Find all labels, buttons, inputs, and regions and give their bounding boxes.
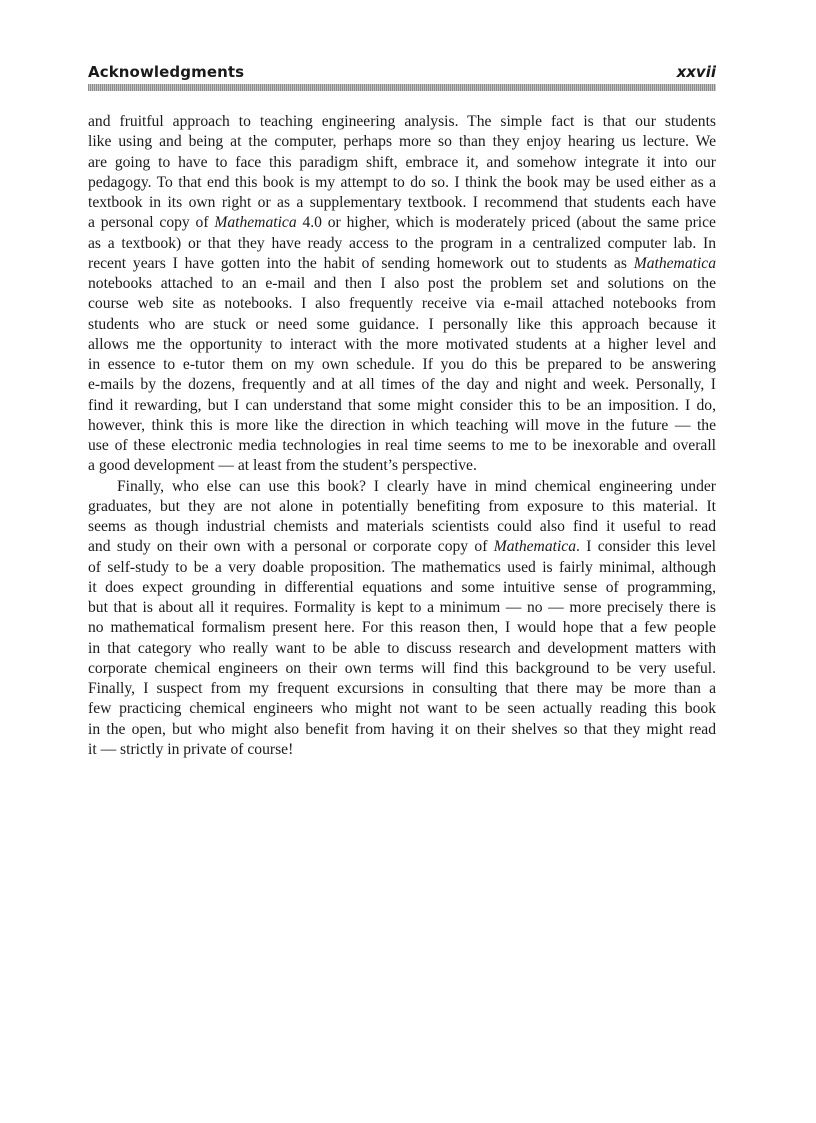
text-line <box>88 497 716 517</box>
text-run: corporate chemical engineers on their own terms will find this background to be very useful. <box>88 659 716 677</box>
paragraph <box>88 477 716 761</box>
text-run: seems as though industrial chemists and materials scientists could also find it useful to read <box>88 518 716 535</box>
text-line <box>88 659 716 679</box>
text-line <box>88 517 716 537</box>
text-run: are going to have to face this paradigm shift, embrace it, and somehow integrate it into our <box>88 153 716 171</box>
text-line <box>88 456 716 476</box>
text-line <box>88 639 716 659</box>
text-line <box>88 598 716 618</box>
italic-term: Mathematica <box>214 214 297 232</box>
text-line <box>88 254 716 274</box>
text-run: use of these electronic media technologies in real time seems to me to be inexorable and overall <box>88 437 716 454</box>
text-line <box>88 699 716 719</box>
text-run: few practicing chemical engineers who might not want to be seen actually reading this book <box>88 700 716 718</box>
running-title: Acknowledgments <box>88 63 245 81</box>
italic-term: Mathematica <box>633 254 716 272</box>
text-run: it does expect grounding in differential equations and some intuitive sense of programming, <box>88 578 716 596</box>
text-run: course web site as notebooks. I also frequently receive via e-mail attached notebooks from <box>88 295 716 313</box>
text-run: find it rewarding, but I can understand that some might consider this to be an imposition. I do, <box>88 396 716 414</box>
text-run: no mathematical formalism present here. For this reason then, I would hope that a few people <box>88 619 716 637</box>
text-run: pedagogy. To that end this book is my attempt to do so. I think the book may be used either as a <box>88 173 716 191</box>
header-rule <box>88 84 716 91</box>
body-text <box>88 112 716 760</box>
text-line <box>88 720 716 740</box>
text-run: and study on their own with a personal or corporate copy of <box>88 538 494 556</box>
text-run: in essence to e-tutor them on my own schedule. If you do this be prepared to be answering <box>88 356 716 373</box>
text-line <box>88 153 716 173</box>
text-line <box>88 477 716 497</box>
running-header <box>88 63 716 85</box>
text-run: notebooks attached to an e-mail and then I also post the problem set and solutions on the <box>88 275 716 292</box>
text-line <box>88 375 716 395</box>
text-line <box>88 578 716 598</box>
text-run: recent years I have gotten into the habit of sending homework out to students as <box>88 254 634 272</box>
text-line <box>88 315 716 335</box>
text-run: 4.0 or higher, which is moderately priced (about the same price <box>296 214 716 232</box>
text-run: students who are stuck or need some guidance. I personally like this approach because it <box>88 315 716 333</box>
text-run: and fruitful approach to teaching engineering analysis. The simple fact is that our students <box>88 113 716 130</box>
text-line <box>88 335 716 355</box>
text-run: . I consider this level <box>576 538 716 556</box>
text-line <box>88 294 716 314</box>
text-line <box>88 355 716 375</box>
text-line <box>88 416 716 436</box>
text-run: e-mails by the dozens, frequently and at all times of the day and night and week. Personally, I <box>88 376 716 394</box>
text-run: in that category who really want to be able to discuss research and development matters with <box>88 639 716 657</box>
text-line <box>88 558 716 578</box>
text-run: Finally, I suspect from my frequent excursions in consulting that there may be more than a <box>88 680 716 697</box>
text-run: but that is about all it requires. Formality is kept to a minimum — no — more precisely there is <box>88 599 716 616</box>
text-line <box>88 679 716 699</box>
text-line <box>88 436 716 456</box>
text-run: like using and being at the computer, perhaps more so than they enjoy hearing us lecture. We <box>88 133 716 151</box>
text-line <box>88 618 716 638</box>
text-run: in the open, but who might also benefit from having it on their shelves so that they might read <box>88 720 716 738</box>
page-number: xxvii <box>676 63 716 81</box>
text-run: textbook in its own right or as a supplementary textbook. I recommend that students each have <box>88 194 716 211</box>
text-line <box>88 213 716 233</box>
italic-term: Mathematica <box>493 538 576 556</box>
text-line <box>88 234 716 254</box>
text-run: Finally, who else can use this book? I clearly have in mind chemical engineering under <box>117 477 716 495</box>
text-line <box>88 537 716 557</box>
text-run: allows me the opportunity to interact with the more motivated students at a higher level and <box>88 335 716 353</box>
text-run: graduates, but they are not alone in potentially benefiting from exposure to this material. It <box>88 497 716 515</box>
text-run: a personal copy of <box>88 214 215 232</box>
text-line <box>88 274 716 294</box>
paragraph <box>88 112 716 477</box>
text-run: a good development — at least from the student’s perspective. <box>88 457 477 475</box>
text-line <box>88 193 716 213</box>
text-line <box>88 173 716 193</box>
text-run: as a textbook) or that they have ready access to the program in a centralized computer lab. In <box>88 234 716 252</box>
text-run: it — strictly in private of course! <box>88 740 294 758</box>
text-line <box>88 132 716 152</box>
text-line <box>88 740 716 760</box>
text-run: of self-study to be a very doable proposition. The mathematics used is fairly minimal, although <box>88 558 716 576</box>
text-line <box>88 396 716 416</box>
text-line <box>88 112 716 132</box>
text-run: however, think this is more like the direction in which teaching will move in the future — the <box>88 416 716 434</box>
